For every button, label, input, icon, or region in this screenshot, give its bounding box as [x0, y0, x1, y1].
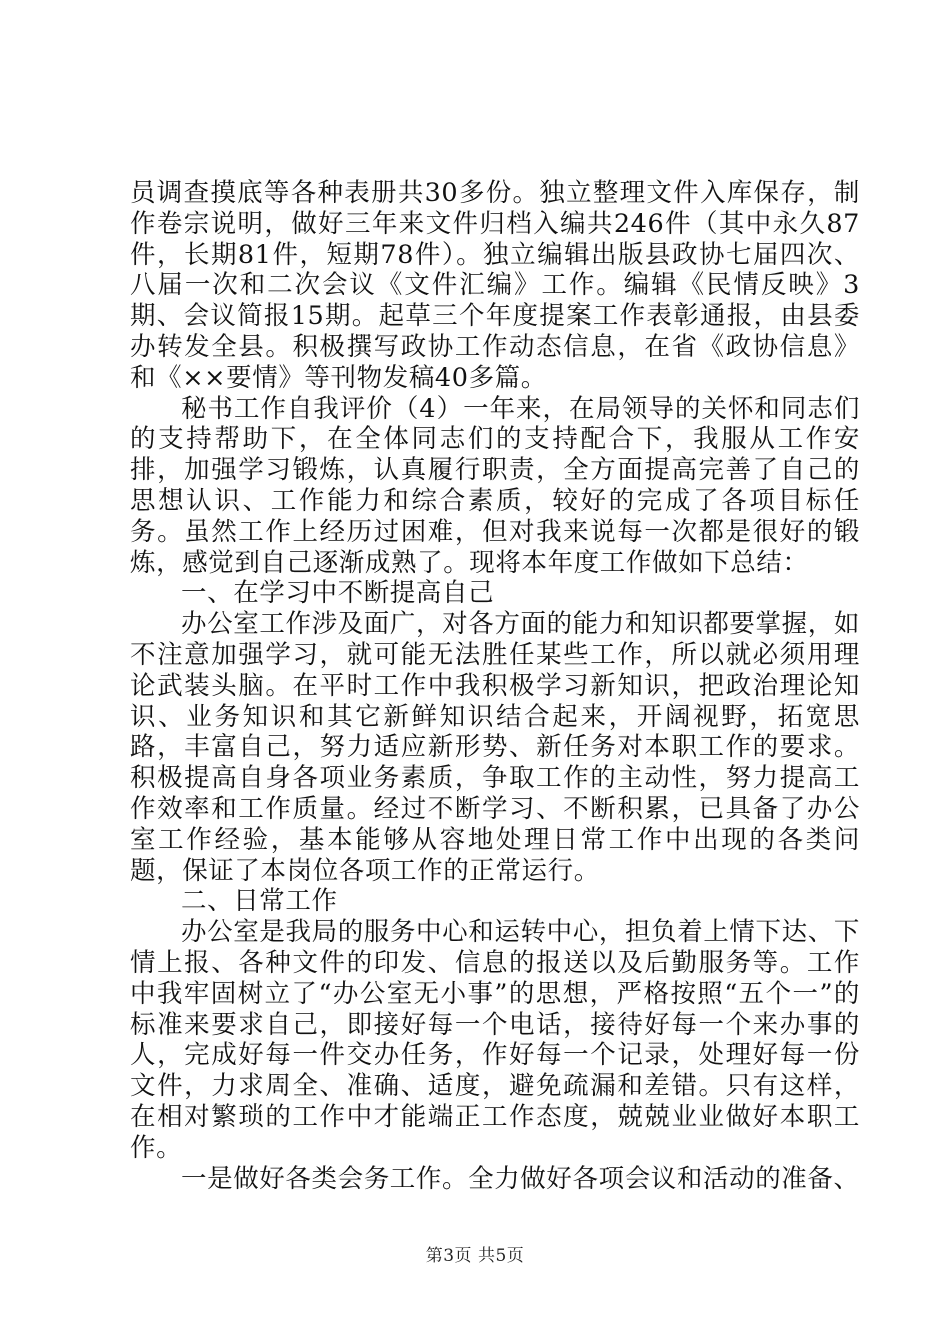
- section-heading-study: 一、在学习中不断提高自己: [181, 578, 495, 609]
- page-number-footer: 第3页 共5页: [425, 1246, 525, 1266]
- paragraph-continuation: 员调查摸底等各种表册共30多份。独立整理文件入库保存，制作卷宗说明，做好三年来文件归档入编共246件（其中永久87件，长期81件，短期78件）。独立编辑出版县政协七届四次、八届一次和二次会议《文件汇编》工作。编辑《民情反映》3期、会议简报15期。起草三个年度提案工作表彰通报，由县委办转发全县。积极撰写政协工作动态信息，在省《政协信息》和《××要情》等刊物发稿40多篇。: [130, 178, 860, 393]
- paragraph-daily-work: 办公室是我局的服务中心和运转中心，担负着上情下达、下情上报、各种文件的印发、信息的报送以及后勤服务等。工作中我牢固树立了“办公室无小事”的思想，严格按照“五个一”的标准来要求自己，即接好每一个电话，接待好每一个来办事的人，完成好每一件交办任务，作好每一个记录，处理好每一份文件，力求周全、准确、适度，避免疏漏和差错。只有这样，在相对繁琐的工作中才能端正工作态度，兢兢业业做好本职工作。: [130, 917, 860, 1163]
- paragraph-self-evaluation: 秘书工作自我评价（4）一年来，在局领导的关怀和同志们的支持帮助下，在全体同志们的支持配合下，我服从工作安排，加强学习锻炼，认真履行职责，全方面提高完善了自己的思想认识、工作能力和综合素质，较好的完成了各项目标任务。虽然工作上经历过困难，但对我来说每一次都是很好的锻炼，感觉到自己逐渐成熟了。现将本年度工作做如下总结：: [130, 393, 860, 578]
- section-heading-daily-work: 二、日常工作: [181, 886, 338, 917]
- paragraph-study: 办公室工作涉及面广，对各方面的能力和知识都要掌握，如不注意加强学习，就可能无法胜任某些工作，所以就必须用理论武装头脑。在平时工作中我积极学习新知识，把政治理论知识、业务知识和其它新鲜知识结合起来，开阔视野，拓宽思路，丰富自己，努力适应新形势、新任务对本职工作的要求。积极提高自身各项业务素质，争取工作的主动性，努力提高工作效率和工作质量。经过不断学习、不断积累，已具备了办公室工作经验，基本能够从容地处理日常工作中出现的各类问题，保证了本岗位各项工作的正常运行。: [130, 609, 860, 886]
- document-body: [130, 178, 860, 1194]
- paragraph-meeting-work: 一是做好各类会务工作。全力做好各项会议和活动的准备、: [181, 1163, 860, 1194]
